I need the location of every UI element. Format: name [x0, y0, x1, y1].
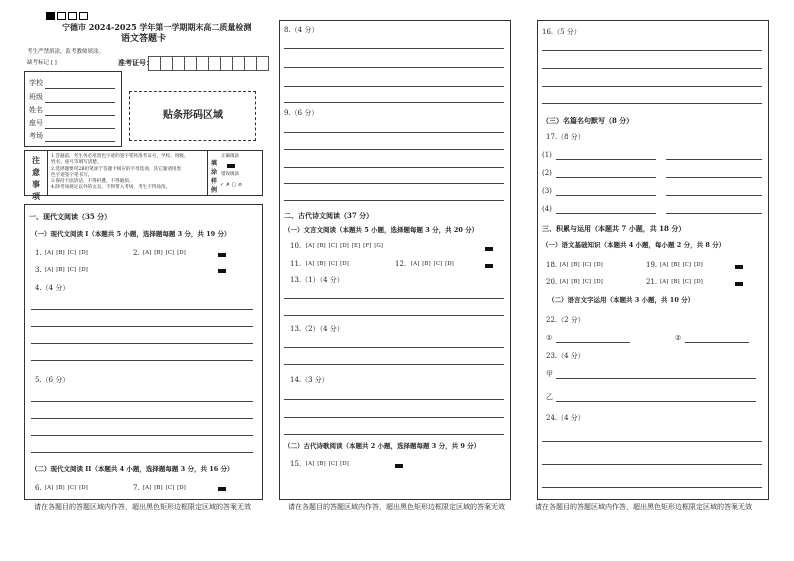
card-title: 语文答题卡 [121, 34, 167, 44]
q17-item-4: (4) [542, 205, 552, 213]
q3-options[interactable]: [A] [B] [C] [D] [45, 267, 88, 273]
answer-line[interactable] [542, 86, 762, 87]
answer-line[interactable] [556, 378, 756, 379]
answer-line[interactable] [284, 364, 504, 365]
answer-line[interactable] [31, 309, 253, 310]
answer-line[interactable] [542, 50, 762, 51]
q16-label: 16.（5 分） [542, 28, 581, 36]
answer-line[interactable] [556, 342, 630, 343]
q7-label: 7. [133, 484, 140, 492]
timing-mark [395, 464, 403, 468]
q18-label: 18. [546, 261, 558, 269]
info-room: 考场 [29, 132, 43, 140]
timing-mark [735, 265, 743, 269]
answer-line[interactable] [31, 360, 253, 361]
section-3-heading: 三、积累与运用（本题共 7 小题，共 18 分） [542, 224, 686, 233]
answer-line[interactable] [556, 213, 656, 214]
q17-item-1: (1) [542, 151, 552, 159]
answer-line[interactable] [542, 103, 762, 104]
answer-line[interactable] [666, 195, 762, 196]
wrong-fill-sample: ✓ ✗ ▢ ⊘ [220, 182, 243, 188]
column-3-frame [537, 20, 769, 500]
notice-heading: 注 意 事 项 [32, 155, 40, 201]
footer-notice-2: 请在各题目的答题区域内作答，超出黑色矩形边框限定区域的答案无效 [288, 503, 505, 511]
q23-mark-yi: 乙 [546, 393, 553, 401]
q17-item-2: (2) [542, 169, 552, 177]
answer-line[interactable] [284, 347, 504, 348]
q19-label: 19. [646, 261, 658, 269]
answer-line[interactable] [284, 167, 504, 168]
q14-label: 14.（3 分） [290, 376, 329, 384]
correct-fill-label: 正确填涂 [221, 154, 239, 159]
q20-label: 20. [546, 278, 558, 286]
answer-line[interactable] [284, 183, 504, 184]
timing-mark [485, 247, 493, 251]
column-1-frame [24, 204, 263, 500]
answer-line[interactable] [284, 149, 504, 150]
answer-line[interactable] [542, 464, 762, 465]
info-seat: 座号 [29, 119, 43, 127]
q1-options[interactable]: [A] [B] [C] [D] [45, 250, 88, 256]
section-1-heading: 一、现代文阅读（35 分） [29, 212, 112, 221]
q19-options[interactable]: [A] [B] [C] [D] [660, 262, 703, 268]
fill-example-heading: 填 涂 样 例 [210, 160, 217, 194]
q12-label: 12. [395, 260, 407, 268]
q6-options[interactable]: [A] [B] [C] [D] [45, 485, 88, 491]
subsection-1-heading: （一）现代文阅读 I（本题共 5 小题，选择题每题 3 分，共 19 分） [31, 230, 231, 238]
q5-label: 5.（6 分） [35, 376, 70, 384]
info-school: 学校 [29, 79, 43, 87]
student-info-box [24, 71, 122, 147]
info-name: 姓名 [29, 106, 43, 114]
answer-line[interactable] [556, 401, 756, 402]
notice-text: 1.答题前，考生务必用黑色字迹的签字笔将准考证号、学校、班级、 姓名、座号等填写清楚。 2.选择题要用2B铅笔涂于答题卡相应的字母选项，其它题请用黑 色字迹签字笔书写。 3.保持卡面清洁，不得折叠，不得破损。 4.除考场规定以外的文具，不得带入考场，考生不得涂改。 [51, 154, 189, 191]
q10-options[interactable]: [A] [B] [C] [D] [E] [F] [G] [306, 243, 383, 249]
notice-box [24, 150, 263, 201]
section-2-heading: 二、古代诗文阅读（37 分） [284, 211, 374, 220]
q22-mark-2: ② [675, 334, 682, 342]
answer-line[interactable] [31, 343, 253, 344]
answer-line[interactable] [284, 315, 504, 316]
barcode-label: 贴条形码区域 [163, 110, 223, 121]
barcode-area [129, 91, 256, 141]
info-class: 班级 [29, 93, 43, 101]
subsection-recitation: （三）名篇名句默写（8 分） [542, 116, 634, 125]
answer-line[interactable] [31, 401, 253, 402]
q4-label: 4.（4 分） [35, 284, 70, 292]
answer-line[interactable] [284, 417, 504, 418]
q7-options[interactable]: [A] [B] [C] [D] [143, 485, 186, 491]
q6-label: 6. [35, 484, 42, 492]
footer-notice-1: 请在各题目的答题区域内作答，超出黑色矩形边框限定区域的答案无效 [34, 503, 251, 511]
q20-options[interactable]: [A] [B] [C] [D] [560, 279, 603, 285]
column-2-frame [279, 20, 511, 500]
answer-line[interactable] [685, 342, 749, 343]
subsection-language-use: （二）语言文字运用（本题共 3 小题，共 10 分） [548, 296, 695, 304]
subsection-classical-poetry: （二）古代诗歌阅读（本题共 2 小题，选择题每题 3 分，共 9 分） [284, 442, 481, 450]
q13-2-label: 13.（2）（4 分） [290, 325, 344, 333]
answer-line[interactable] [542, 441, 762, 442]
answer-line[interactable] [31, 326, 253, 327]
answer-line[interactable] [666, 177, 762, 178]
q11-options[interactable]: [A] [B] [C] [D] [306, 261, 349, 267]
q22-mark-1: ① [546, 334, 553, 342]
exam-number-label: 准考证号： [118, 58, 153, 67]
q23-label: 23.（4 分） [546, 352, 585, 360]
answer-line[interactable] [284, 67, 504, 68]
answer-line[interactable] [542, 487, 762, 488]
answer-line[interactable] [284, 86, 504, 87]
answer-line[interactable] [284, 298, 504, 299]
q13-1-label: 13.（1）（4 分） [290, 276, 344, 284]
wrong-fill-label: 错误填涂 [221, 172, 239, 177]
q1-label: 1. [35, 249, 42, 257]
q17-item-3: (3) [542, 187, 552, 195]
answer-line[interactable] [284, 434, 504, 435]
timing-mark [485, 264, 493, 268]
q10-label: 10. [290, 242, 302, 250]
subsection-2-heading: （二）现代文阅读 II（本题共 4 小题，选择题每题 3 分，共 16 分） [31, 465, 234, 473]
q12-options[interactable]: [A] [B] [C] [D] [411, 261, 454, 267]
timing-mark [735, 282, 743, 286]
answer-line[interactable] [556, 177, 656, 178]
answer-line[interactable] [284, 399, 504, 400]
answer-line[interactable] [542, 68, 762, 69]
q9-label: 9.（6 分） [284, 109, 319, 117]
absent-mark[interactable]: 缺考标记 [ ] [27, 60, 57, 66]
answer-line[interactable] [666, 213, 762, 214]
timing-mark [218, 487, 226, 491]
q2-options[interactable]: [A] [B] [C] [D] [143, 250, 186, 256]
q15-label: 15. [290, 460, 302, 468]
answer-line[interactable] [556, 159, 656, 160]
q23-mark-jia: 甲 [546, 370, 553, 378]
answer-line[interactable] [666, 159, 762, 160]
answer-line[interactable] [31, 452, 253, 453]
q8-label: 8.（4 分） [284, 26, 319, 34]
q11-label: 11. [290, 260, 302, 268]
timing-mark [218, 253, 226, 257]
subsection-classical-prose: （一）文言文阅读（本题共 5 小题，选择题每题 3 分，共 20 分） [284, 226, 479, 234]
candidate-notice: 考生严禁填涂，监考教师填涂。 [27, 49, 105, 55]
q3-label: 3. [35, 266, 42, 274]
answer-line[interactable] [284, 132, 504, 133]
answer-line[interactable] [31, 435, 253, 436]
q22-label: 22.（2 分） [546, 316, 585, 324]
answer-line[interactable] [31, 418, 253, 419]
answer-line[interactable] [284, 200, 504, 201]
exam-title: 宁德市 2024-2025 学年第一学期期末高二质量检测 [62, 22, 252, 32]
answer-line[interactable] [556, 195, 656, 196]
exam-number-boxes[interactable] [148, 56, 268, 71]
q17-label: 17.（8 分） [546, 133, 585, 141]
q21-label: 21. [646, 278, 658, 286]
footer-notice-3: 请在各题目的答题区域内作答，超出黑色矩形边框限定区域的答案无效 [535, 503, 752, 511]
answer-line[interactable] [284, 102, 504, 103]
q15-options[interactable]: [A] [B] [C] [D] [306, 461, 349, 467]
timing-mark [218, 269, 226, 273]
q24-label: 24.（4 分） [546, 414, 585, 422]
answer-line[interactable] [284, 48, 504, 49]
q18-options[interactable]: [A] [B] [C] [D] [560, 262, 603, 268]
subsection-basic-knowledge: （一）语文基础知识（本题共 4 小题，每小题 2 分，共 8 分） [542, 241, 726, 249]
q21-options[interactable]: [A] [B] [C] [D] [660, 279, 703, 285]
q2-label: 2. [133, 249, 140, 257]
correct-fill-sample [227, 164, 235, 168]
